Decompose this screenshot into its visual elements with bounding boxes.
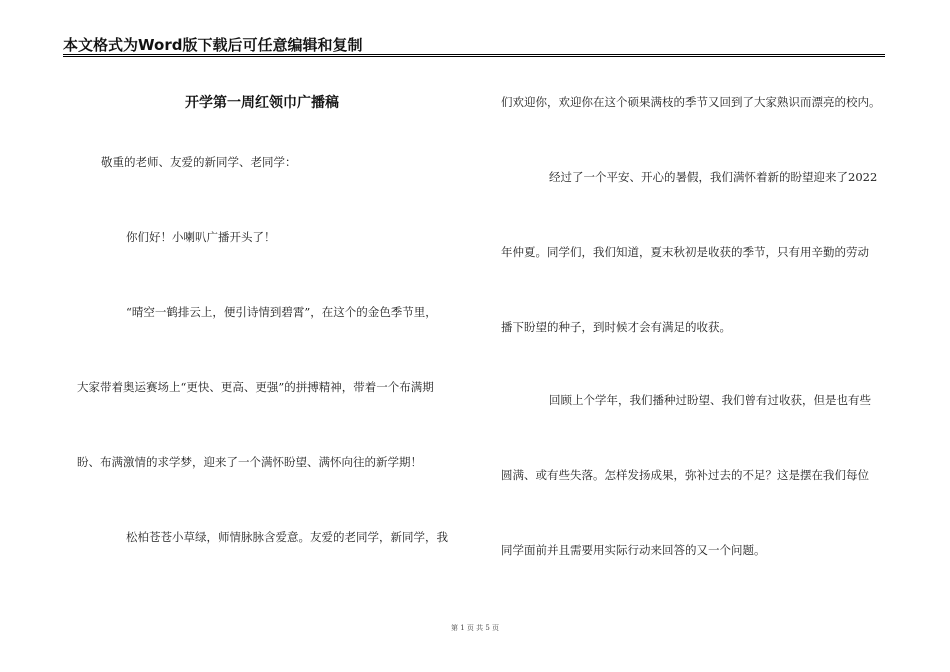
paragraph-line: 你们好！小喇叭广播开头了！ [126, 230, 276, 244]
paragraph-line: 松柏苍苍小草绿，师情脉脉含爱意。友爱的老同学，新同学，我 [126, 530, 448, 544]
paragraph-line: 盼、布满激情的求学梦，迎来了一个满怀盼望、满怀向往的新学期！ [77, 455, 422, 469]
paragraph-line: 们欢迎你，欢迎你在这个硕果满枝的季节又回到了大家熟识而漂亮的校内。 [501, 95, 881, 109]
paragraph-line: 大家带着奥运赛场上“更快、更高、更强”的拼搏精神，带着一个布满期 [77, 380, 434, 394]
paragraph-line: 年仲夏。同学们，我们知道，夏末秋初是收获的季节，只有用辛勤的劳动 [501, 245, 869, 259]
paragraph-line: 圆满、或有些失落。怎样发扬成果，弥补过去的不足？这是摆在我们每位 [501, 468, 869, 482]
paragraph-line: 经过了一个平安、开心的暑假，我们满怀着新的盼望迎来了2022 [549, 170, 878, 184]
document-title: 开学第一周红领巾广播稿 [185, 95, 339, 111]
paragraph-line: “晴空一鹤排云上，便引诗情到碧霄”，在这个的金色季节里， [126, 305, 437, 319]
paragraph-line: 播下盼望的种子，到时候才会有满足的收获。 [501, 320, 731, 334]
paragraph-line: 回顾上个学年，我们播种过盼望、我们曾有过收获，但是也有些 [549, 393, 871, 407]
paragraph-line: 同学面前并且需要用实际行动来回答的又一个问题。 [501, 543, 766, 557]
paragraph-line: 敬重的老师、友爱的新同学、老同学： [101, 155, 297, 169]
header-rule-secondary [63, 56, 885, 57]
document-header: 本文格式为Word版下载后可任意编辑和复制 [63, 36, 363, 54]
header-rule [63, 54, 885, 55]
page-number: 第 1 页 共 5 页 [450, 624, 500, 632]
